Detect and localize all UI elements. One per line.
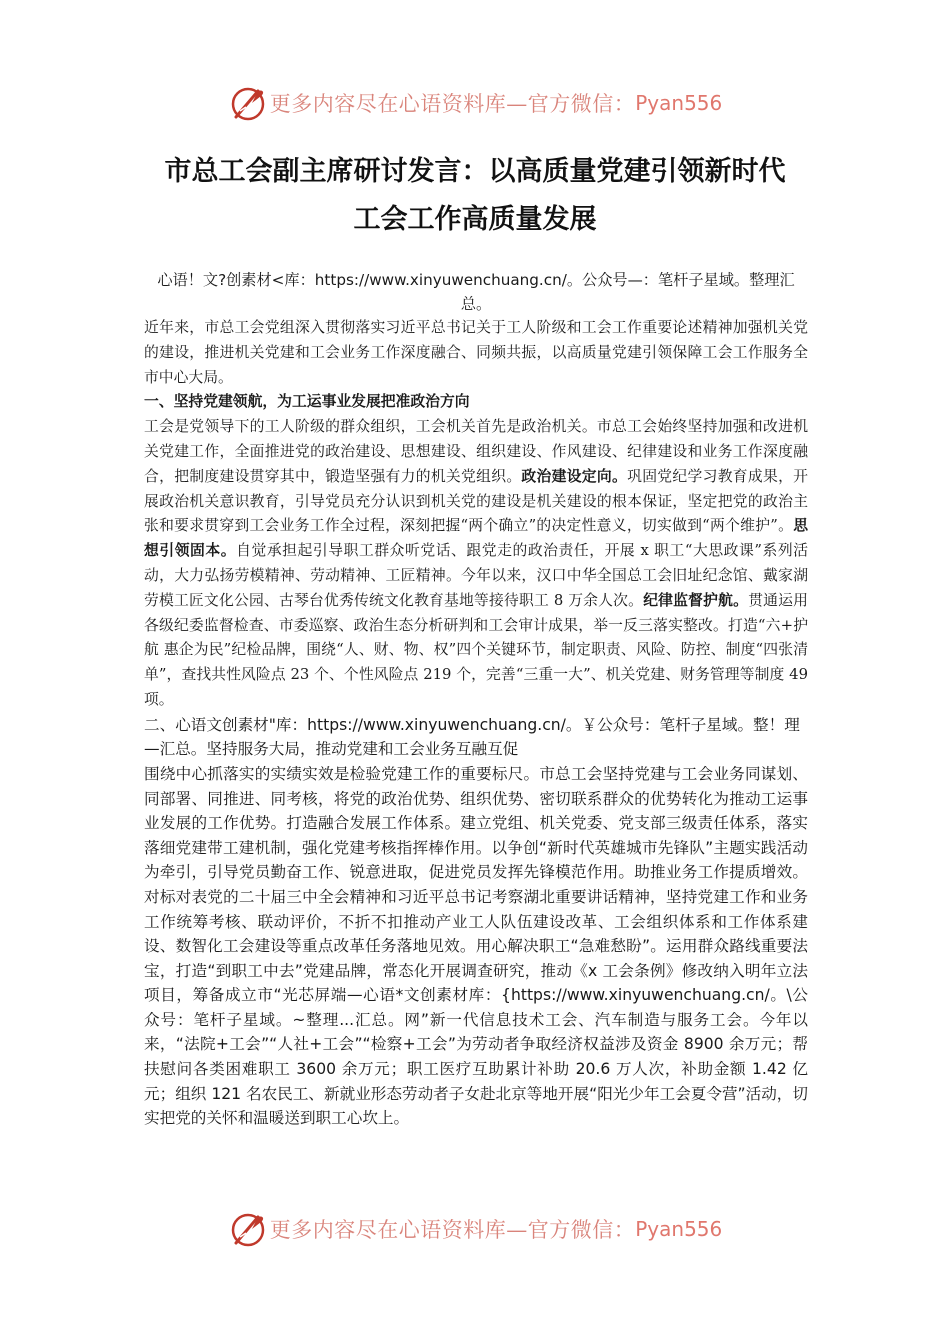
section-1-bold-3: 纪律监督护航。 bbox=[643, 591, 749, 609]
quill-logo-icon bbox=[228, 83, 268, 123]
banner-text: 更多内容尽在心语资料库—官方微信： bbox=[269, 1218, 636, 1242]
watermark-banner-bottom bbox=[0, 1207, 950, 1251]
section-1-text-2: 巩固党纪学习教育成果，开展政治机关意识教育，引导党员充分认识到机关党的建设是机关建设的根本保证，坚定把党的政治主张和要求贯穿到工会业务工作全过程，深刻把握“两个确立”的决定性意义，切实做到“两个维护”。 bbox=[144, 467, 808, 535]
banner-wechat-id: Pyan556 bbox=[635, 91, 723, 115]
section-1-paragraph bbox=[144, 415, 808, 713]
banner-text: 更多内容尽在心语资料库—官方微信： bbox=[269, 92, 636, 116]
intro-paragraph: 近年来，市总工会党组深入贯彻落实习近平总书记关于工人阶级和工会工作重要论述精神加强机关党的建设，推进机关党建和工会业务工作深度融合、同频共振，以高质量党建引领保障工会工作服务全市中心大局。 bbox=[144, 319, 808, 386]
title-line-2: 工会工作高质量发展 bbox=[353, 204, 597, 235]
section-2-heading: 二、心语文创素材"库：https://www.xinyuwenchuang.cn/。￥公众号：笔杆子星域。整！理—汇总。坚持服务大局，推动党建和工会业务互融互促 bbox=[144, 715, 800, 759]
section-1-text-4: 贯通运用各级纪委监督检查、市委巡察、政治生态分析研判和工会审计成果，举一反三落实整改。打造“六+护航 惠企为民”纪检品牌，围绕“人、财、物、权”四个关键环节，制定职责、风险、防控、制度“四张清单”，查找共性风险点 23 个、个性风险点 219 个，完善“三重一大”、机关党建、财务管理等制度 49 项。 bbox=[144, 591, 808, 708]
section-2-paragraph: 围绕中心抓落实的实绩实效是检验党建工作的重要标尺。市总工会坚持党建与工会业务同谋划、同部署、同推进、同考核，将党的政治优势、组织优势、密切联系群众的优势转化为推动工运事业发展的工作优势。打造融合发展工作体系。建立党组、机关党委、党支部三级责任体系，落实落细党建带工建机制，强化党建考核指挥棒作用。以争创“新时代英雄城市先锋队”主题实践活动为牵引，引导党员勤奋工作、锐意进取，促进党员发挥先锋模范作用。助推业务工作提质增效。对标对表党的二十届三中全会精神和习近平总书记考察湖北重要讲话精神，坚持党建工作和业务工作统筹考核、联动评价，不折不扣推动产业工人队伍建设改革、工会组织体系和工作体系建设、数智化工会建设等重点改革任务落地见效。用心解决职工“急难愁盼”。运用群众路线重要法宝，打造“到职工中去”党建品牌，常态化开展调查研究，推动《x 工会条例》修改纳入明年立法项目，筹备成立市“光芯屏端—心语*文创素材库：{https://www.xinyuwenchuang.cn/。\公众号：笔杆子星域。~整理...汇总。网”新一代信息技术工会、汽车制造与服务工会。今年以来，“法院+工会”“人社+工会”“检察+工会”为劳动者争取经济权益涉及资金 8900 余万元；帮扶慰问各类困难职工 3600 余万元；职工医疗互助累计补助 20.6 万人次，补助金额 1.42 亿元；组织 121 名农民工、新就业形态劳动者子女赴北京等地开展“阳光少年工会夏令营”活动，切实把党的关怀和温暖送到职工心坎上。 bbox=[144, 764, 808, 1128]
section-1-bold-1: 政治建设定向。 bbox=[521, 467, 628, 485]
watermark-banner-top bbox=[0, 81, 950, 125]
title-line-1: 市总工会副主席研讨发言：以高质量党建引领新时代 bbox=[164, 156, 786, 187]
quill-logo-icon bbox=[228, 1209, 268, 1249]
document-body bbox=[144, 268, 808, 1131]
section-1-bold-2: 思想引领固本。 bbox=[144, 517, 808, 560]
page-title bbox=[120, 148, 830, 244]
section-1-text-1: 工会是党领导下的工人阶级的群众组织，工会机关首先是政治机关。市总工会始终坚持加强和改进机关党建工作，全面推进党的政治建设、思想建设、组织建设、作风建设、纪律建设和业务工作深度融合，把制度建设贯穿其中，锻造坚强有力的机关党组织。 bbox=[144, 418, 808, 485]
source-line: 心语！文?创素材<库：https://www.xinyuwenchuang.cn/。公众号—：笔杆子星域。整理汇总。 bbox=[157, 271, 795, 313]
banner-wechat-id: Pyan556 bbox=[635, 1217, 723, 1241]
section-1-heading: 一、坚持党建领航，为工运事业发展把准政治方向 bbox=[144, 393, 470, 411]
section-1-text-3: 自觉承担起引导职工群众听党话、跟党走的政治责任，开展 x 职工“大思政课”系列活动，大力弘扬劳模精神、劳动精神、工匠精神。今年以来，汉口中华全国总工会旧址纪念馆、戴家湖劳模工匠文化公园、古琴台优秀传统文化教育基地等接待职工 8 万余人次。 bbox=[144, 542, 808, 609]
